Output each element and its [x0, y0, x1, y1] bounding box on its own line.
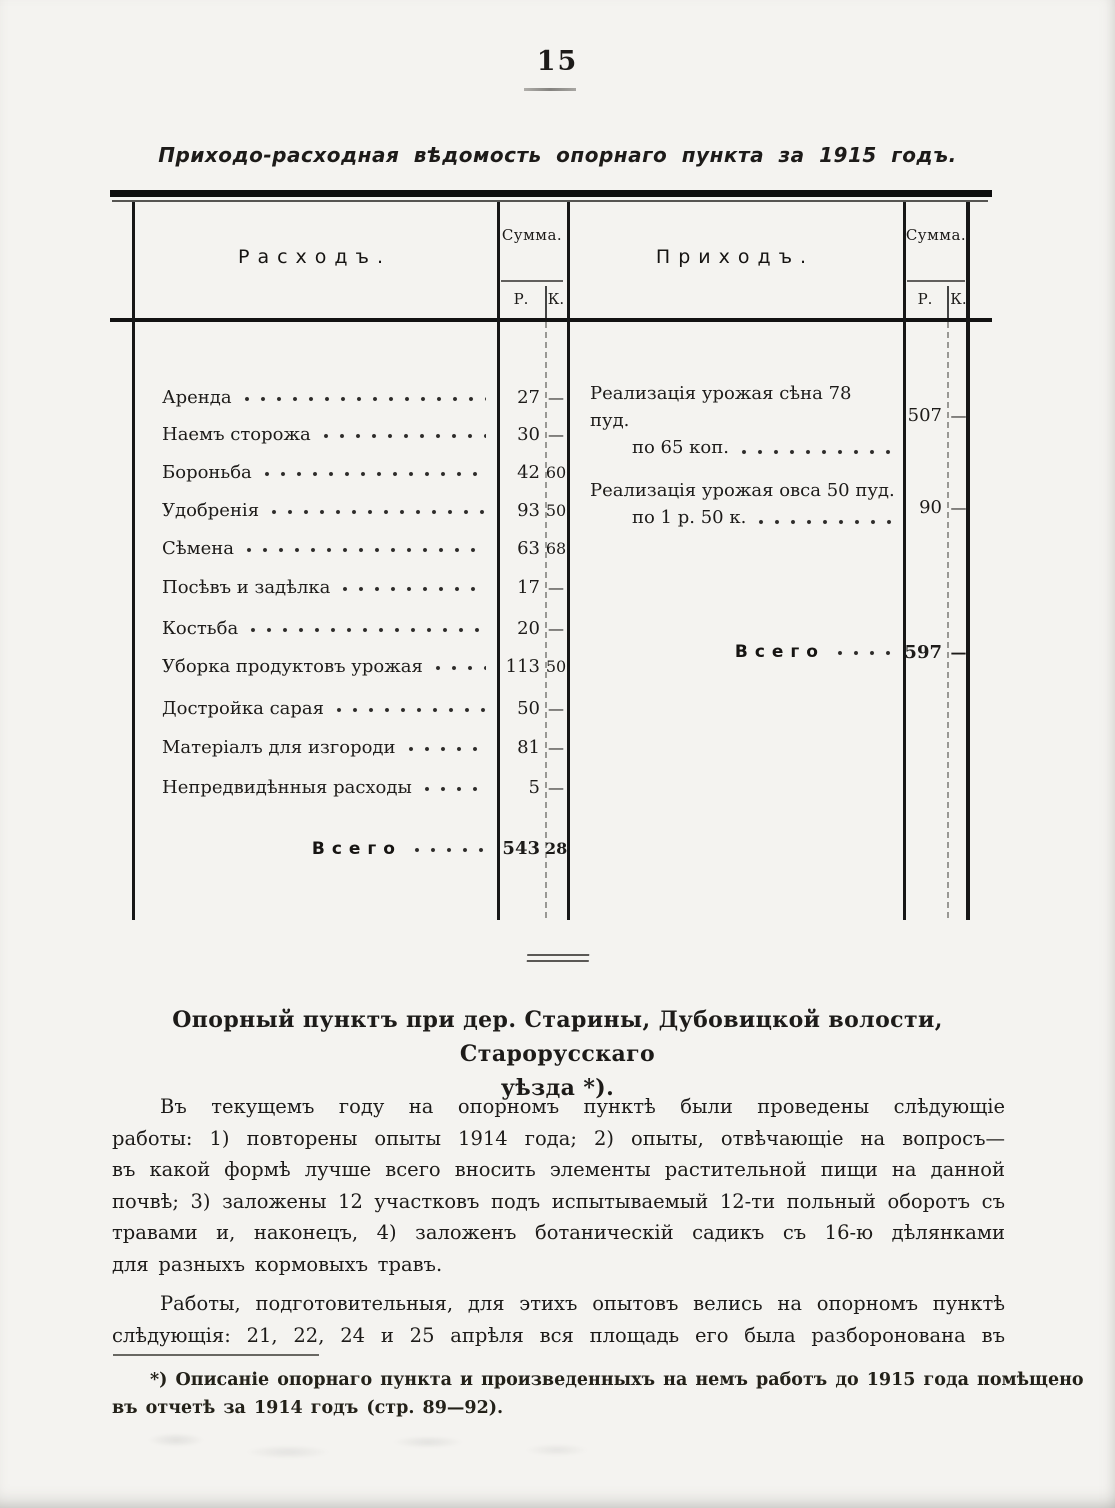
table-row [132, 653, 567, 680]
expense-kopecks: 68 [545, 539, 567, 558]
expense-rubles: 17 [517, 577, 540, 598]
expense-column-header: Расходъ. [237, 246, 392, 268]
income-kopecks: — [950, 498, 967, 517]
expense-kopecks: 60 [545, 463, 567, 482]
table-header-separator [110, 318, 992, 322]
expense-label: Удобренія [162, 500, 260, 521]
table-row [132, 695, 567, 722]
expense-rubles: 81 [517, 737, 540, 758]
expense-kopecks: — [548, 425, 564, 444]
expense-rubles: 93 [517, 500, 540, 521]
expense-rubles: 20 [517, 618, 540, 639]
income-total-row [567, 642, 897, 662]
expense-label: Достройка сарая [162, 698, 324, 719]
paragraph-line: работы: 1) повторены опыты 1914 года; 2) опыты, отвѣчающіе на вопросъ— [112, 1126, 1005, 1150]
expense-rubles: 5 [528, 777, 540, 798]
table-top-rule [110, 190, 992, 197]
expense-rubles: 42 [517, 462, 540, 483]
footnote-line: *) Описаніе опорнаго пункта и произведенныхъ на немъ работъ до 1915 года помѣщено [150, 1370, 1084, 1390]
income-sum-header-rule [907, 280, 965, 282]
expense-rubles: 30 [517, 424, 540, 445]
dot-leader [323, 433, 486, 440]
income-label-line1: Реализація урожая сѣна 78 пуд. [590, 383, 852, 431]
dot-leader [758, 519, 894, 526]
income-column-header: Приходъ. [655, 246, 815, 268]
section-heading [111, 1003, 1004, 1105]
table-row [132, 615, 567, 642]
expense-label: Непредвидѣнныя расходы [162, 777, 412, 798]
expense-label: Посѣвъ и задѣлка [162, 577, 331, 598]
page-number-rule [524, 88, 576, 91]
income-label-line2: по 1 р. 50 к. [632, 507, 747, 528]
dot-leader [837, 650, 895, 657]
page-number: 15 [536, 46, 579, 77]
dot-leader [336, 707, 486, 714]
ledger-table [110, 190, 992, 922]
income-rubles: 507 [907, 405, 942, 426]
expense-total-kopecks: 28 [545, 839, 568, 858]
income-label-line1: Реализація урожая овса 50 пуд. [590, 480, 895, 501]
expense-rubles: 50 [517, 698, 540, 719]
paragraph [112, 1091, 1005, 1280]
table-row [132, 459, 567, 486]
ledger-title: Приходо-расходная вѣдомость опорнаго пункта за 1915 годъ. [158, 143, 957, 167]
section-heading-line1: Опорный пунктъ при дер. Старины, Дубовицкой волости, Старорусскаго [172, 1007, 943, 1067]
footnote [112, 1366, 1084, 1422]
table-row [132, 497, 567, 524]
paragraph-line: Въ текущемъ году на опорномъ пунктѣ были проведены слѣдующіе [160, 1095, 1005, 1118]
expense-sum-header-rule [501, 280, 563, 282]
paragraph-line: слѣдующія: 21, 22, 24 и 25 апрѣля вся площадь его была разборонована въ [112, 1323, 1005, 1347]
expense-total-rubles: 543 [502, 838, 540, 859]
income-entry [590, 477, 896, 531]
dot-leader [264, 471, 486, 478]
dot-leader [424, 786, 486, 793]
table-row [132, 384, 567, 411]
expense-total-label: Всего [311, 838, 402, 859]
paragraph-line: для разныхъ кормовыхъ травъ. [112, 1252, 443, 1276]
income-entry [590, 380, 896, 461]
expense-kopecks: — [548, 778, 564, 797]
expense-total-row [132, 835, 567, 862]
footnote-line: въ отчетѣ за 1914 годъ (стр. 89—92). [112, 1398, 504, 1418]
paragraph-line: травами и, наконецъ, 4) заложенъ ботаническій садикъ съ 16-ю дѣлянками [112, 1221, 1005, 1244]
expense-label: Сѣмена [162, 538, 235, 559]
expense-rubles-abbr: Р. [513, 290, 529, 308]
income-total-kopecks: — [950, 643, 967, 662]
table-row [132, 774, 567, 801]
income-total-rubles: 597 [904, 642, 942, 663]
table-row [132, 734, 567, 761]
income-rubles: 90 [919, 497, 942, 518]
expense-kopecks: — [548, 699, 564, 718]
paragraph-line: почвѣ; 3) заложены 12 участковъ подъ испытываемый 12-ти польный оборотъ съ [112, 1189, 1005, 1213]
dot-leader [246, 547, 486, 554]
income-sum-header: Сумма. [905, 226, 967, 244]
table-row [132, 574, 567, 601]
paragraph-line: Работы, подготовительныя, для этихъ опытовъ велись на опорномъ пунктѣ [160, 1292, 1005, 1315]
dot-leader [741, 449, 894, 456]
income-kopecks-abbr: К. [950, 290, 967, 308]
section-divider [527, 954, 590, 962]
table-row [132, 535, 567, 562]
dot-leader [408, 746, 486, 753]
expense-label: Матеріалъ для изгороди [162, 737, 396, 758]
footnote-rule [113, 1354, 319, 1356]
dot-leader [250, 627, 486, 634]
income-sum-column-line [903, 202, 906, 920]
dot-leader [414, 847, 486, 854]
expense-rubles: 27 [517, 387, 540, 408]
income-kopecks: — [950, 406, 967, 425]
expense-kopecks: — [548, 388, 564, 407]
dot-leader [271, 509, 486, 516]
expense-kopecks-abbr: К. [547, 290, 565, 308]
expense-label: Аренда [162, 387, 232, 408]
paragraph [112, 1288, 1005, 1351]
dot-leader [435, 665, 486, 672]
income-total-label: Всего [734, 642, 825, 662]
expense-label: Уборка продуктовъ урожая [162, 656, 423, 677]
expense-kopecks: — [548, 619, 564, 638]
paragraph-line: въ какой формѣ лучше всего вносить элементы растительной пищи на данной [112, 1158, 1005, 1181]
expense-rubles: 63 [517, 538, 540, 559]
expense-sum-header: Сумма. [501, 226, 563, 244]
expense-label: Наемъ сторожа [162, 424, 311, 445]
expense-kopecks: — [548, 738, 564, 757]
table-right-border [966, 202, 970, 920]
table-row [132, 421, 567, 448]
expense-kopecks: — [548, 578, 564, 597]
expense-kopecks: 50 [545, 657, 567, 676]
page-bleedthrough-ghosting [120, 1428, 680, 1468]
income-rubles-abbr: Р. [917, 290, 933, 308]
expense-sum-right-line [567, 202, 570, 920]
expense-label: Костьба [162, 618, 239, 639]
section-heading-line2: уѣзда *). [500, 1075, 615, 1101]
dot-leader [244, 396, 486, 403]
income-label-line2: по 65 коп. [632, 437, 729, 458]
dot-leader [342, 586, 486, 593]
expense-kopecks: 50 [545, 501, 567, 520]
expense-rubles: 113 [505, 656, 540, 677]
table-top-rule-thin [112, 200, 988, 202]
expense-label: Бороньба [162, 462, 252, 483]
